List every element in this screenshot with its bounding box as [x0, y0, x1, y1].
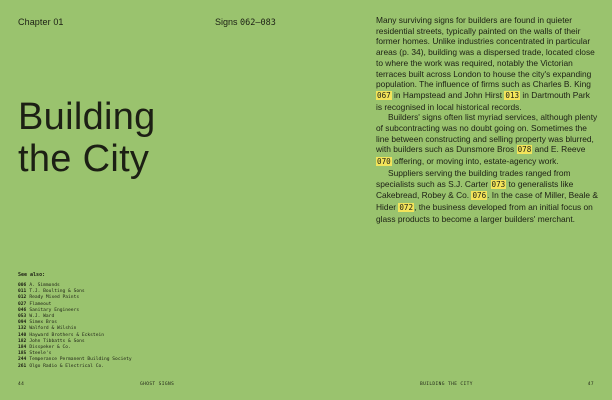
list-item-number: 185: [18, 351, 27, 357]
page-number-left: 44: [18, 382, 25, 387]
list-item-name: Hayward Brothers & Eckstein: [29, 332, 104, 338]
chapter-label: Chapter 01: [18, 17, 64, 27]
running-title-left: GHOST SIGNS: [140, 382, 175, 387]
sign-reference: 076: [472, 191, 487, 201]
sign-reference: 078: [517, 145, 532, 155]
right-page: [306, 0, 612, 400]
paragraph-text: , the business developed from an initial focus on glass products to become a larger builders' merchant.: [376, 201, 593, 224]
paragraph-3: [376, 168, 598, 225]
signs-range-numbers: 062–083: [240, 18, 276, 28]
chapter-title-line-2: the City: [18, 138, 150, 180]
list-item-name: Simex Bros: [29, 320, 57, 326]
list-item: [18, 364, 218, 370]
list-item-number: 132: [18, 326, 27, 332]
paragraph-1: [376, 15, 598, 112]
list-item-number: 140: [18, 332, 27, 338]
see-also-label: See also:: [18, 272, 46, 278]
sign-reference: 070: [377, 157, 391, 167]
list-item-name: Disspeker & Co.: [29, 345, 71, 351]
sign-reference: 073: [491, 179, 506, 189]
paragraph-2: [376, 112, 598, 168]
list-item-number: 012: [18, 295, 27, 301]
paragraph-text: . In the case of Miller, Beale & Hider: [376, 190, 598, 212]
paragraph-text: Suppliers serving the building trades ranged from specialists such as S.J. Carter: [376, 167, 571, 189]
list-item-number: 006: [18, 283, 27, 288]
paragraph-text: and E. Reeve: [532, 144, 586, 155]
running-title-right: BUILDING THE CITY: [420, 382, 473, 387]
paragraph-text: Many surviving signs for builders are found in quieter residential streets, typically painted on the walls of their former homes. Unlike industries concentrated in particular areas (p. 34), building was a dispersed trade, located close to where the work was required, notably the Victorian terraces built across London to house the city's expanding population. The influence of firms such as Charles B. King: [376, 15, 595, 90]
sign-reference: 013: [505, 90, 520, 100]
list-item-number: 261: [18, 363, 27, 369]
body-text: [376, 15, 598, 224]
chapter-title: [18, 96, 156, 180]
list-item-name: Ready Mixed Paints: [29, 295, 80, 301]
paragraph-text: Builders' signs often list myriad services, although plenty of subcontracting was no doubt going on. Sometimes the line between constructing and selling property was blurred, with builders such as Dunsmore Bros: [376, 112, 598, 155]
signs-range: [215, 17, 276, 28]
sign-reference: 067: [377, 90, 391, 100]
list-item-number: 053: [18, 314, 27, 320]
see-also-list: [18, 272, 218, 370]
list-item-name: Sanitary Engineers: [29, 307, 80, 313]
see-also-items: [18, 283, 218, 370]
paragraph-text: in Dartmouth Park is recognised in local historical records.: [376, 89, 590, 112]
list-item-name: Olgo Radio & Electrical Co.: [29, 363, 104, 369]
list-item-name: A. Simmonds: [29, 283, 60, 288]
list-item-number: 027: [18, 301, 27, 307]
list-item-number: 046: [18, 307, 27, 313]
list-item-name: Temperance Permanent Building Society: [29, 357, 132, 363]
chapter-title-line-1: Building: [18, 96, 156, 138]
list-item-name: Steele's: [29, 351, 52, 357]
list-item-number: 094: [18, 320, 27, 326]
list-item-name: Walford & Wilshin: [29, 326, 77, 332]
list-item-name: John Tibbatts & Sons: [29, 338, 85, 344]
list-item-number: 184: [18, 345, 27, 351]
list-item-number: 244: [18, 357, 27, 363]
paragraph-text: to generalists like Cakebread, Robey & Co.: [376, 178, 574, 201]
paragraph-text: offering, or moving into, estate-agency work.: [391, 156, 559, 167]
list-item-name: T.J. Boulting & Sons: [29, 289, 85, 295]
list-item-name: W.J. Ward: [29, 314, 55, 320]
paragraph-text: in Hampstead and John Hirst: [391, 89, 505, 100]
sign-reference: 072: [399, 202, 414, 212]
signs-label: Signs: [215, 17, 238, 27]
list-item-number: 182: [18, 338, 27, 344]
page-number-right: 47: [587, 382, 594, 387]
list-item-number: 011: [18, 289, 27, 295]
list-item-name: Flameout: [29, 301, 52, 307]
